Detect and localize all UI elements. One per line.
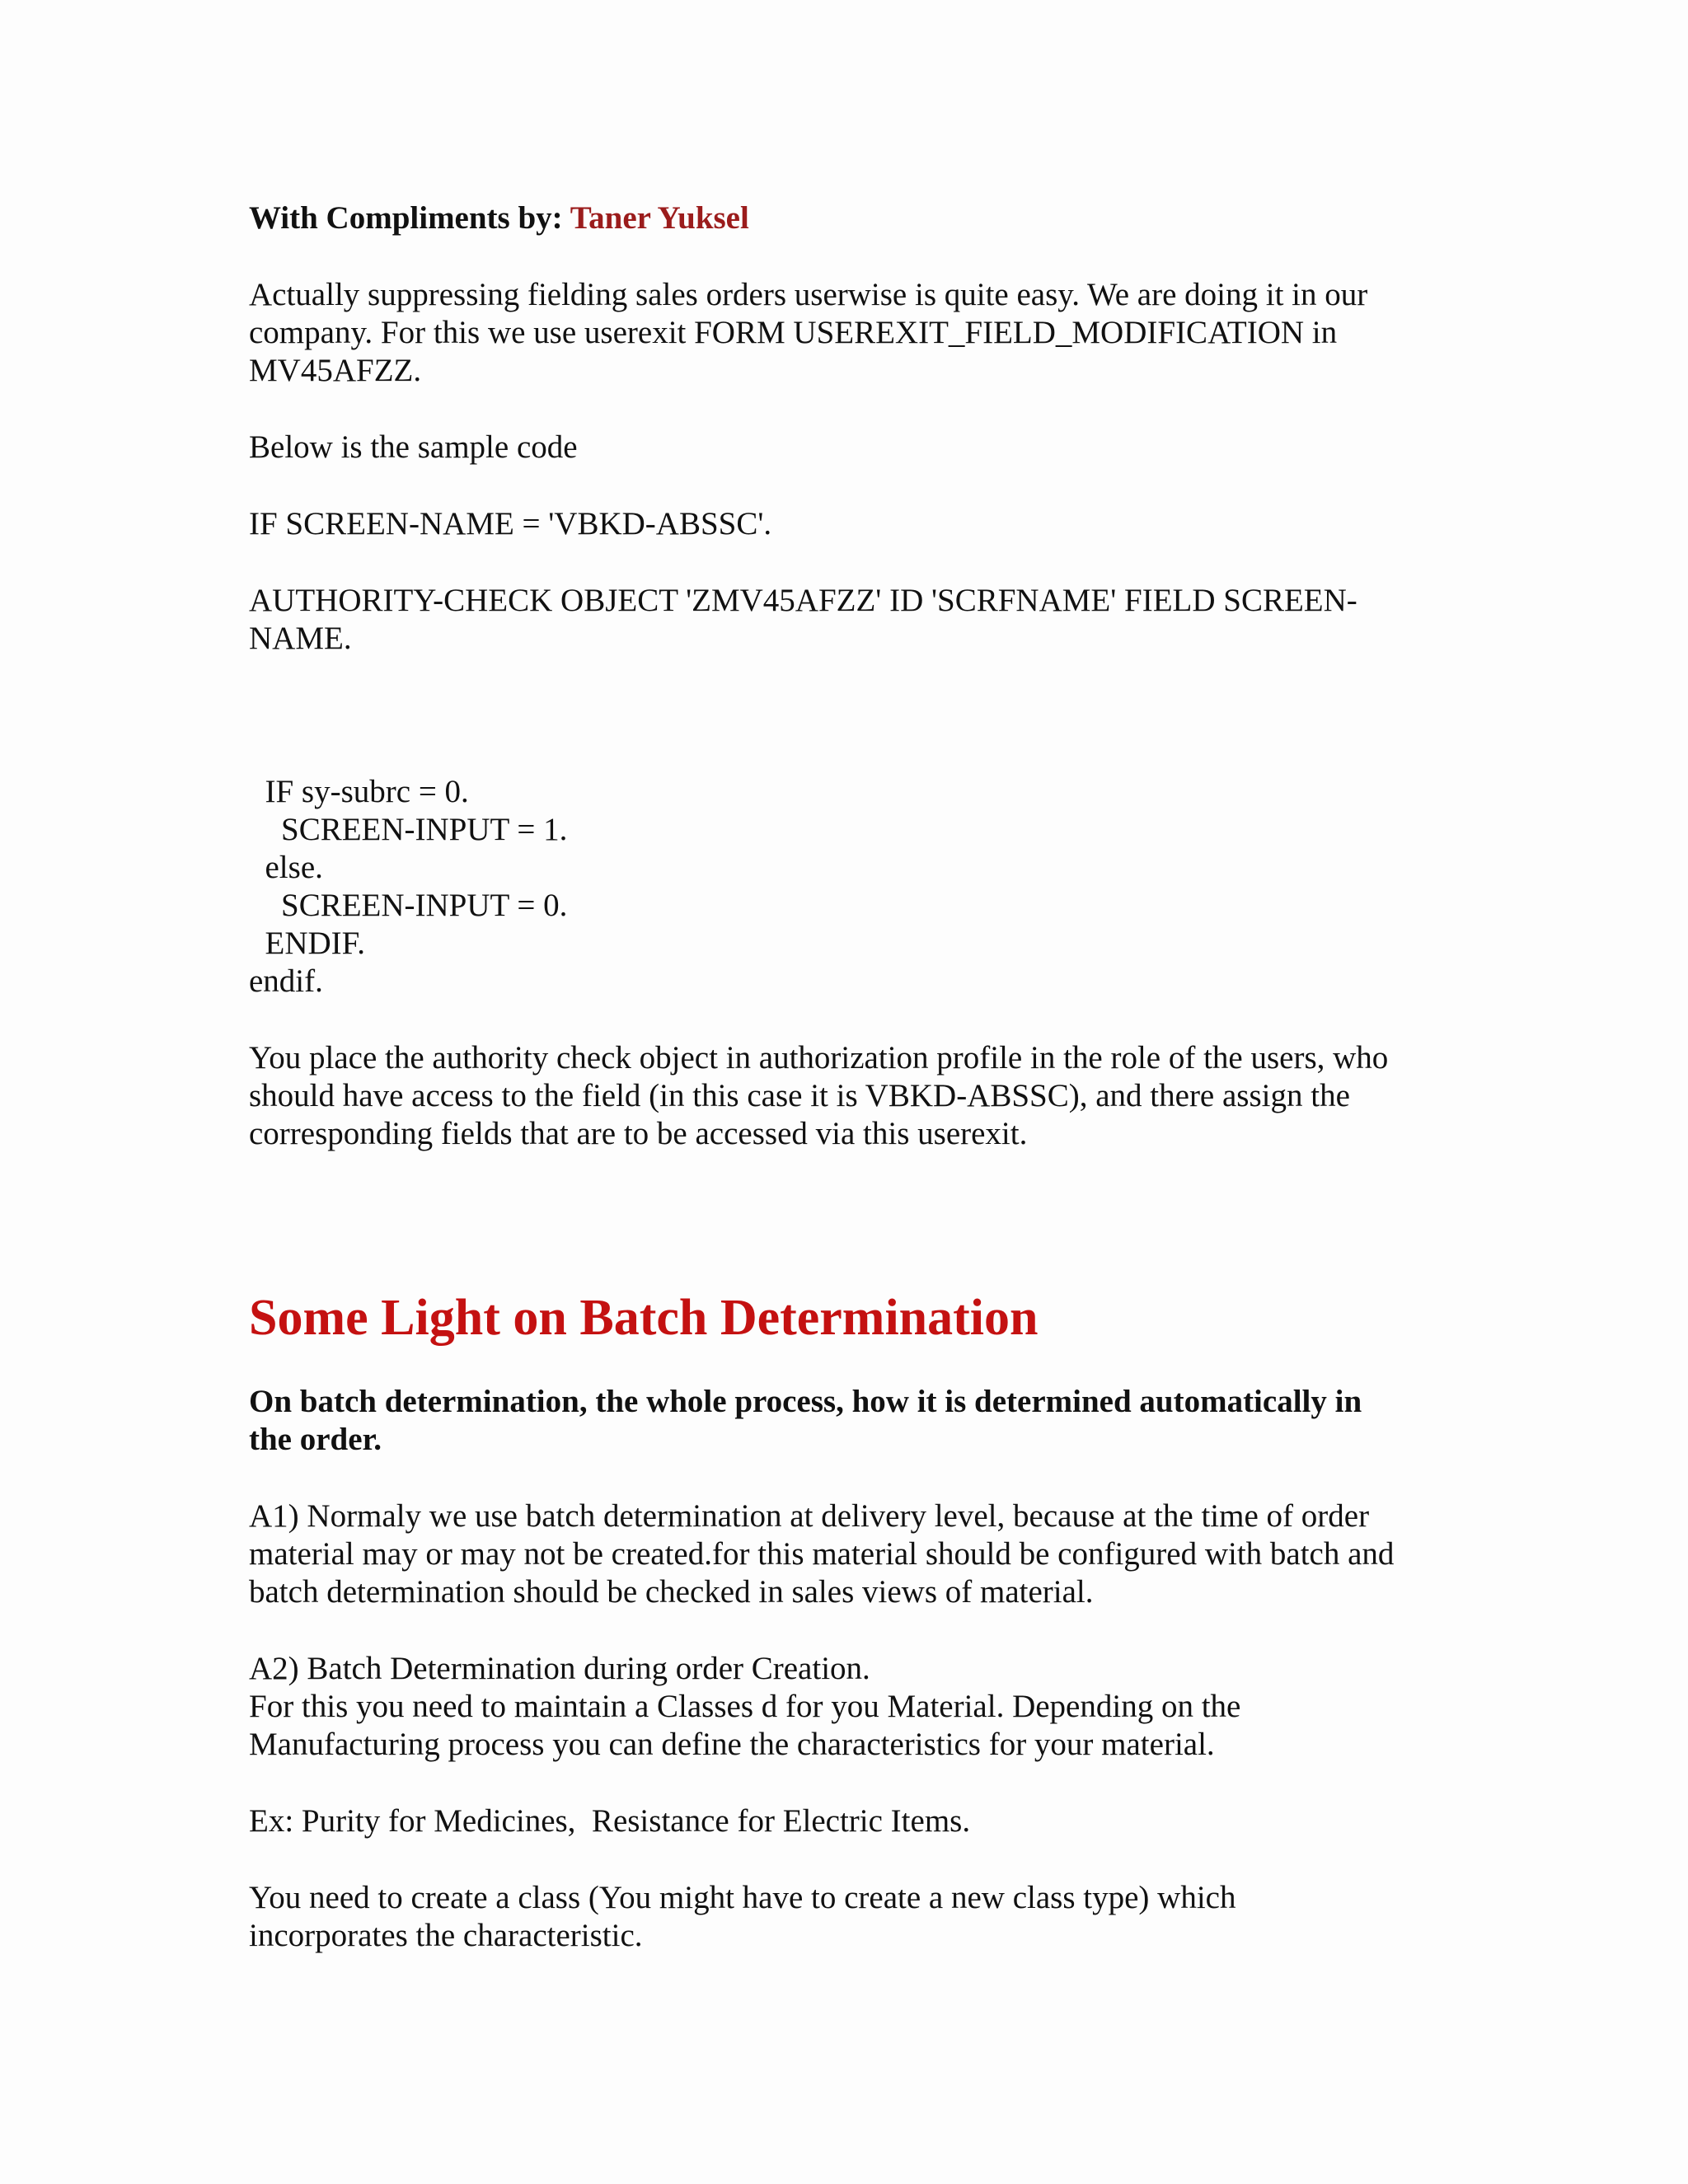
explanation-line-2: should have access to the field (in this case it is VBKD-ABSSC), and there assign the <box>249 1078 1350 1113</box>
credit-prefix: With Compliments by: <box>249 200 570 236</box>
intro-line-1: Actually suppressing fielding sales orders userwise is quite easy. We are doing it in our <box>249 277 1368 312</box>
code-block-line-3: else. <box>249 850 323 885</box>
code-block-line-2: SCREEN-INPUT = 1. <box>249 812 568 847</box>
code-auth-line-1: AUTHORITY-CHECK OBJECT 'ZMV45AFZZ' ID 'SCRFNAME' FIELD SCREEN- <box>249 583 1357 618</box>
answer2-line-2: For this you need to maintain a Classes d for you Material. Depending on the <box>249 1689 1241 1724</box>
answer2-line-1: A2) Batch Determination during order Creation. <box>249 1651 870 1686</box>
intro-line-2: company. For this we use userexit FORM USEREXIT_FIELD_MODIFICATION in <box>249 315 1338 350</box>
question-line-2: the order. <box>249 1422 382 1457</box>
class-line-1: You need to create a class (You might have to create a new class type) which <box>249 1880 1236 1915</box>
code-block-line-5: ENDIF. <box>249 926 365 961</box>
code-if-line: IF SCREEN-NAME = 'VBKD-ABSSC'. <box>249 506 772 541</box>
answer1-line-2: material may or may not be created.for this material should be configured with batch and <box>249 1536 1395 1572</box>
explanation-line-3: corresponding fields that are to be accessed via this userexit. <box>249 1116 1028 1151</box>
code-block-line-1: IF sy-subrc = 0. <box>249 774 469 809</box>
explanation-line-1: You place the authority check object in authorization profile in the role of the users, who <box>249 1040 1389 1076</box>
question-line-1: On batch determination, the whole process, how it is determined automatically in <box>249 1384 1362 1419</box>
sample-code-label: Below is the sample code <box>249 429 578 465</box>
section-heading: Some Light on Batch Determination <box>249 1290 1039 1346</box>
answer1-line-3: batch determination should be checked in sales views of material. <box>249 1574 1094 1610</box>
code-auth-line-2: NAME. <box>249 621 352 656</box>
class-line-2: incorporates the characteristic. <box>249 1918 643 1953</box>
author-name: Taner Yuksel <box>570 200 749 236</box>
code-block-line-6: endif. <box>249 963 323 999</box>
example-line: Ex: Purity for Medicines, Resistance for Electric Items. <box>249 1803 971 1839</box>
code-block-line-4: SCREEN-INPUT = 0. <box>249 888 568 923</box>
credit-line <box>249 199 749 237</box>
answer1-line-1: A1) Normaly we use batch determination at delivery level, because at the time of order <box>249 1498 1370 1534</box>
intro-line-3: MV45AFZZ. <box>249 353 422 388</box>
answer2-line-3: Manufacturing process you can define the characteristics for your material. <box>249 1727 1215 1762</box>
